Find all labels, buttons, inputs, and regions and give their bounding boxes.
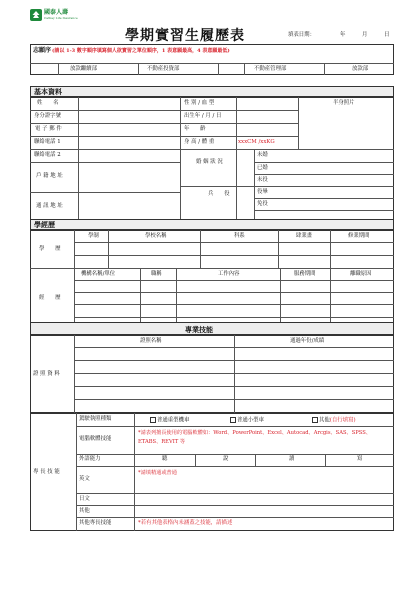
certificate-col-name: 證照名稱 (140, 338, 162, 344)
software-label: 電腦軟體技能 (79, 436, 112, 442)
preference-label: 志願序 (33, 47, 52, 54)
car-checkbox[interactable] (230, 417, 236, 423)
military-completed: 役畢 (257, 189, 268, 195)
school-col-status: 肆業畫 (296, 233, 313, 239)
school-col-name: 學校名稱 (145, 233, 167, 239)
residence-address-label: 戶 籍 地 址 (36, 173, 63, 179)
preference-unit-2: 不動產投資部 (147, 66, 180, 72)
preference-unit-3: 不動產管理部 (254, 66, 287, 72)
cathay-tree-icon (30, 9, 42, 21)
language-note: *請填精通或普通 (138, 470, 177, 476)
email-label: 電 子 郵 件 (35, 126, 62, 132)
school-label: 學 歷 (39, 246, 61, 252)
photo-placeholder: 半身照片 (333, 100, 355, 106)
school-col-system: 學制 (88, 233, 99, 239)
mailing-address-label: 通 訊 地 址 (36, 203, 63, 209)
fill-date-month: 月 (362, 32, 368, 38)
other-skills-label: 其他專長技能 (79, 520, 112, 526)
language-col-listen: 聽 (162, 456, 168, 462)
language-english: 英文 (79, 476, 90, 482)
military-not-served: 未役 (257, 177, 268, 183)
military-exempt: 免役 (257, 201, 268, 207)
language-other: 其他 (79, 508, 90, 514)
other-skills-note: *若有其他表格內未涵蓋之技能，請描述 (138, 520, 233, 526)
preference-unit-1: 放款繼續部 (70, 66, 97, 72)
license-option-other[interactable]: 其他(自行填寫) (312, 417, 356, 424)
company-logo (30, 8, 80, 24)
gender-blood-label: 性 別 / 血 型 (184, 100, 215, 106)
fill-date-label: 填表日期： (288, 32, 315, 38)
work-label: 經 歷 (39, 295, 61, 301)
marital-status-label: 婚 姻 狀 況 (196, 159, 223, 165)
certificate-label: 證 照 資 料 (33, 371, 60, 377)
height-weight-value: xxxCM /xxKG (238, 139, 275, 145)
marital-single: 未婚 (257, 152, 268, 158)
military-service-label: 兵 役 (208, 191, 230, 197)
skills-section-title: 專業技能 (185, 325, 213, 334)
skill-label: 專 長 技 能 (33, 469, 60, 475)
fill-date-day: 日 (384, 32, 390, 38)
fill-date-year: 年 (340, 32, 346, 38)
education-section-header: 學經歷 (30, 219, 394, 230)
preference-note: (請以 1-3 數字順序填寫個人欲實習之單位順序，1 表意願最高，4 表意願最低) (52, 47, 230, 54)
marital-married: 已婚 (257, 165, 268, 171)
work-col-org: 機構名稱/單位 (81, 271, 116, 277)
language-col-read: 讀 (289, 456, 295, 462)
other-license-checkbox[interactable] (312, 417, 318, 423)
certificate-col-score: 通過年份/成績 (290, 338, 325, 344)
license-label: 駕駛執照種類 (79, 416, 112, 422)
id-number-label: 身分證字號 (34, 113, 61, 119)
logo-name: 國泰人壽 (44, 9, 69, 16)
language-label: 外語能力 (79, 456, 101, 462)
work-col-period: 服務期間 (294, 271, 316, 277)
basic-section-header: 基本資料 (30, 86, 394, 97)
license-option-car[interactable]: 普通小型車 (230, 417, 264, 424)
school-col-dept: 科系 (234, 233, 245, 239)
phone1-label: 聯絡電話 1 (34, 139, 61, 145)
name-label: 姓 名 (37, 100, 59, 106)
language-japanese: 日文 (79, 496, 90, 502)
birth-date-label: 出生年 / 月 / 日 (184, 113, 222, 119)
work-col-content: 工作內容 (218, 271, 240, 277)
license-option-motorcycle[interactable]: 普通重型機車 (150, 417, 189, 424)
school-col-period: 修業期間 (348, 233, 370, 239)
language-col-speak: 說 (223, 456, 229, 462)
page-title: 學期實習生履歷表 (125, 28, 245, 44)
height-weight-label: 身 高 / 體 重 (184, 139, 215, 145)
language-col-write: 寫 (357, 456, 363, 462)
work-col-title: 職稱 (151, 271, 162, 277)
preference-unit-4: 放款部 (352, 66, 369, 72)
work-col-reason: 離職原因 (350, 271, 372, 277)
motorcycle-checkbox[interactable] (150, 417, 156, 423)
software-note: *請表列擅長使用的電腦軟體如：Word、PowerPoint、Excel、Autocad、Arcgis、SAS、SPSS、ETABS、REVIT 等 (138, 430, 371, 445)
age-label: 年 齡 (184, 126, 206, 132)
logo-subtitle: Cathay Life Insurance (44, 16, 78, 20)
phone2-label: 聯絡電話 2 (34, 152, 61, 158)
